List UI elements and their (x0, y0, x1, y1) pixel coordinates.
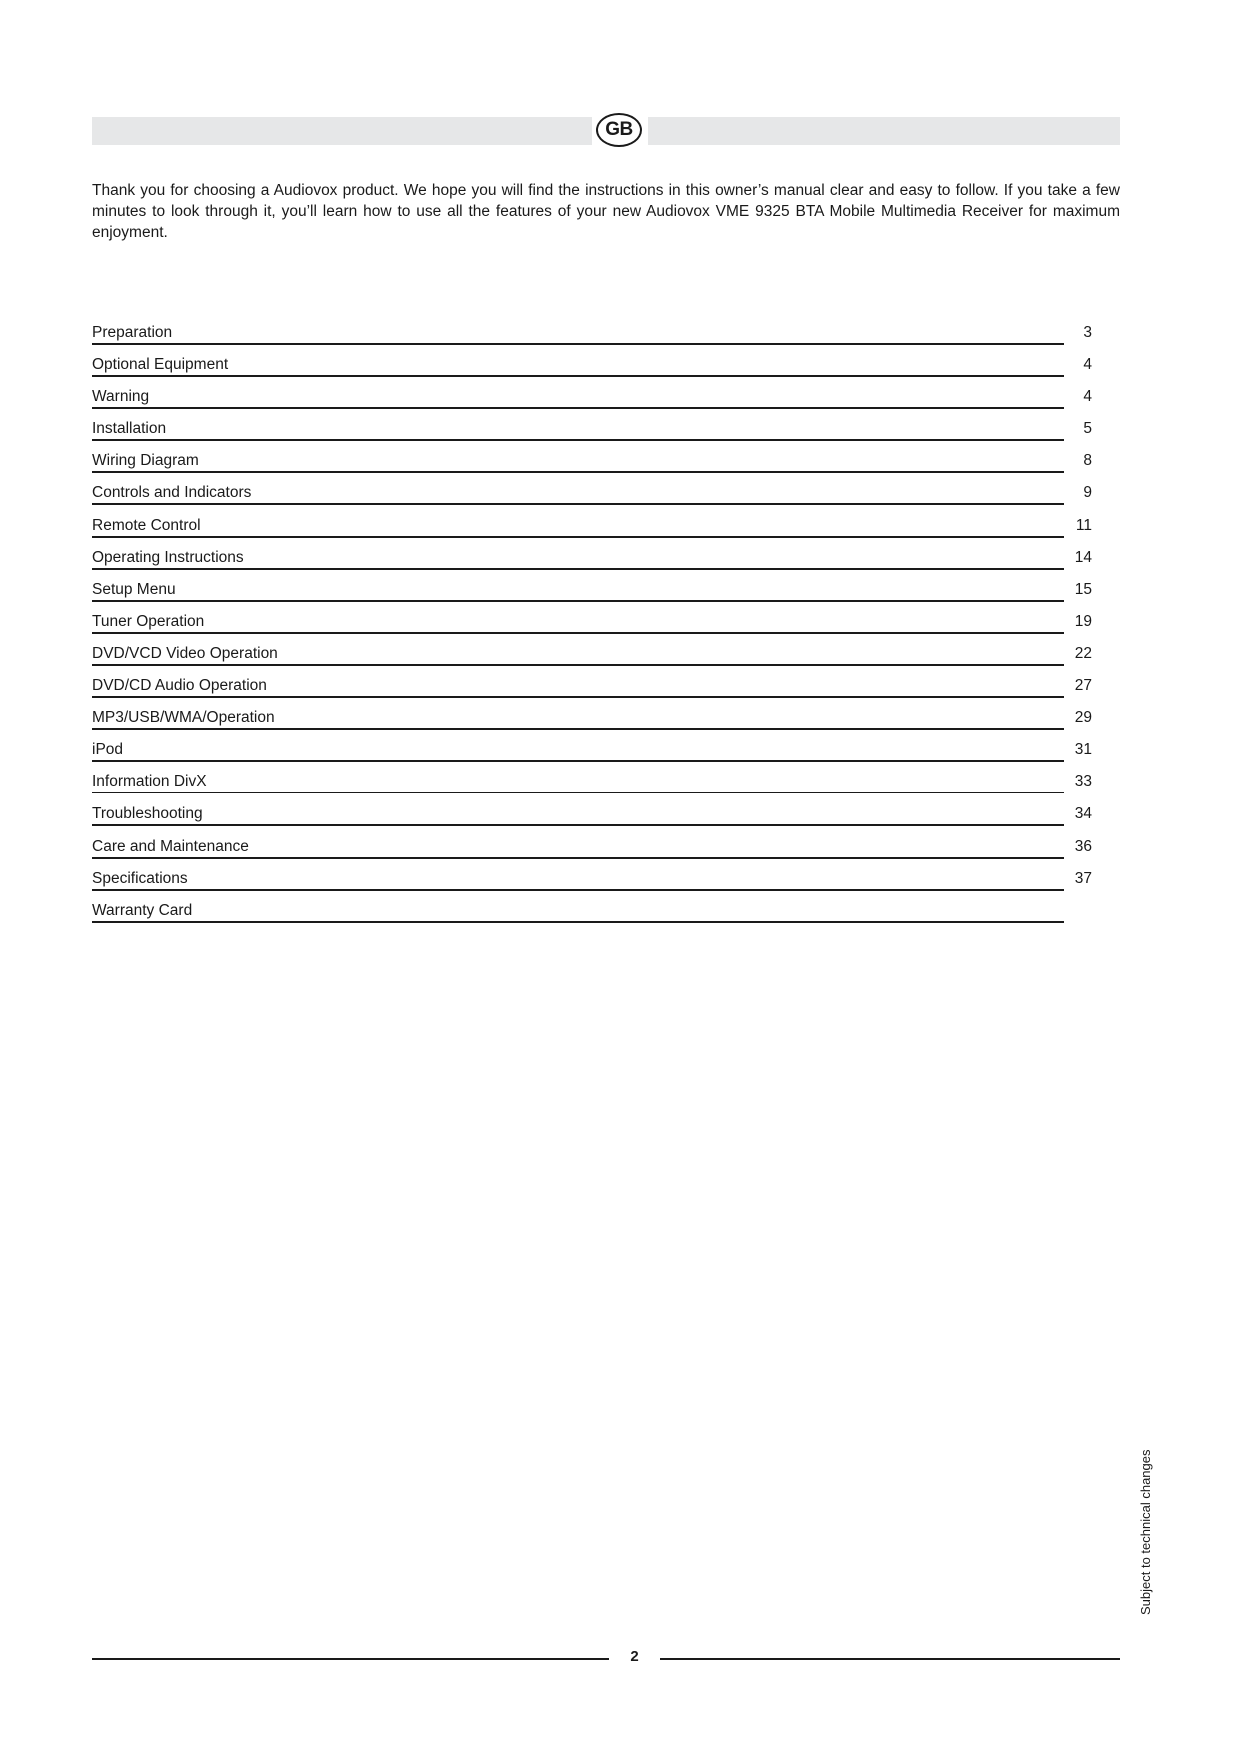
toc-rule (92, 407, 1064, 409)
toc-rule (92, 792, 1064, 793)
table-of-contents (92, 320, 1120, 930)
toc-title: Warranty Card (92, 901, 193, 919)
toc-rule (92, 824, 1064, 826)
toc-page-number: 22 (1074, 644, 1092, 662)
toc-title: Wiring Diagram (92, 452, 199, 470)
toc-rule (92, 600, 1064, 602)
toc-row[interactable] (92, 480, 1120, 512)
toc-page-number: 33 (1074, 773, 1092, 791)
toc-title: iPod (92, 741, 124, 759)
toc-title: Specifications (92, 869, 188, 887)
toc-rule (92, 503, 1064, 505)
toc-title: Tuner Operation (92, 612, 205, 630)
toc-page-number: 8 (1083, 452, 1092, 470)
toc-page-number: 34 (1074, 805, 1092, 823)
toc-rule (92, 889, 1064, 891)
toc-rule (92, 728, 1064, 730)
toc-row[interactable] (92, 898, 1120, 930)
toc-title: Operating Instructions (92, 548, 244, 566)
toc-title: Setup Menu (92, 580, 176, 598)
toc-page-number: 31 (1074, 741, 1092, 759)
toc-rule (92, 568, 1064, 570)
toc-row[interactable] (92, 705, 1120, 737)
toc-title: Warning (92, 388, 150, 406)
toc-row[interactable] (92, 513, 1120, 545)
toc-page-number: 9 (1083, 484, 1092, 502)
toc-row[interactable] (92, 448, 1120, 480)
toc-rule (92, 760, 1064, 762)
toc-page-number: 3 (1083, 324, 1092, 341)
toc-rule (92, 375, 1064, 377)
toc-row[interactable] (92, 416, 1120, 448)
toc-title: Controls and Indicators (92, 484, 252, 502)
toc-page-number: 29 (1074, 709, 1092, 727)
toc-row[interactable] (92, 384, 1120, 416)
toc-page-number: 19 (1074, 612, 1092, 630)
toc-row[interactable] (92, 834, 1120, 866)
intro-paragraph: Thank you for choosing a Audiovox product. We hope you will find the instructions in this owner’s manual clear and easy to follow. If you take a few minutes to look through it, you’ll learn how to use all the features of your new Audiovox VME 9325 BTA Mobile Multimedia Receiver for maximum enjoyment. (92, 182, 1120, 241)
toc-title: DVD/VCD Video Operation (92, 644, 278, 662)
toc-row[interactable] (92, 737, 1120, 769)
toc-page-number: 5 (1083, 420, 1092, 438)
toc-title: Installation (92, 420, 167, 438)
toc-row[interactable] (92, 577, 1120, 609)
toc-rule (92, 343, 1064, 345)
toc-row[interactable] (92, 801, 1120, 833)
footer-rule-left (92, 1658, 609, 1660)
toc-page-number: 27 (1074, 677, 1092, 695)
toc-page-number: 11 (1075, 516, 1092, 534)
toc-rule (92, 664, 1064, 666)
toc-rule (92, 439, 1064, 441)
toc-row[interactable] (92, 320, 1120, 352)
side-note-technical-changes: Subject to technical changes (1138, 1449, 1153, 1615)
toc-page-number: 4 (1083, 388, 1092, 406)
toc-title: Troubleshooting (92, 805, 203, 823)
toc-row[interactable] (92, 352, 1120, 384)
toc-title: Preparation (92, 324, 173, 341)
toc-page-number: 37 (1074, 869, 1092, 887)
toc-rule (92, 536, 1064, 538)
toc-rule (92, 921, 1064, 923)
language-badge: GB (596, 113, 642, 147)
toc-title: Information DivX (92, 773, 207, 791)
toc-page-number: 15 (1074, 580, 1092, 598)
toc-title: Optional Equipment (92, 356, 229, 374)
footer-rule-right (660, 1658, 1120, 1660)
toc-rule (92, 632, 1064, 634)
toc-row[interactable] (92, 609, 1120, 641)
toc-rule (92, 471, 1064, 473)
toc-row[interactable] (92, 673, 1120, 705)
toc-page-number: 14 (1074, 548, 1092, 566)
toc-row[interactable] (92, 641, 1120, 673)
toc-page-number: 4 (1083, 356, 1092, 374)
toc-title: DVD/CD Audio Operation (92, 677, 267, 695)
toc-title: Remote Control (92, 516, 201, 534)
toc-rule (92, 857, 1064, 859)
toc-row[interactable] (92, 866, 1120, 898)
toc-rule (92, 696, 1064, 698)
page-number: 2 (630, 1648, 639, 1665)
toc-row[interactable] (92, 545, 1120, 577)
toc-row[interactable] (92, 769, 1120, 801)
language-badge-container (592, 110, 648, 152)
toc-page-number: 36 (1074, 837, 1092, 855)
toc-title: Care and Maintenance (92, 837, 249, 855)
toc-title: MP3/USB/WMA/Operation (92, 709, 275, 727)
